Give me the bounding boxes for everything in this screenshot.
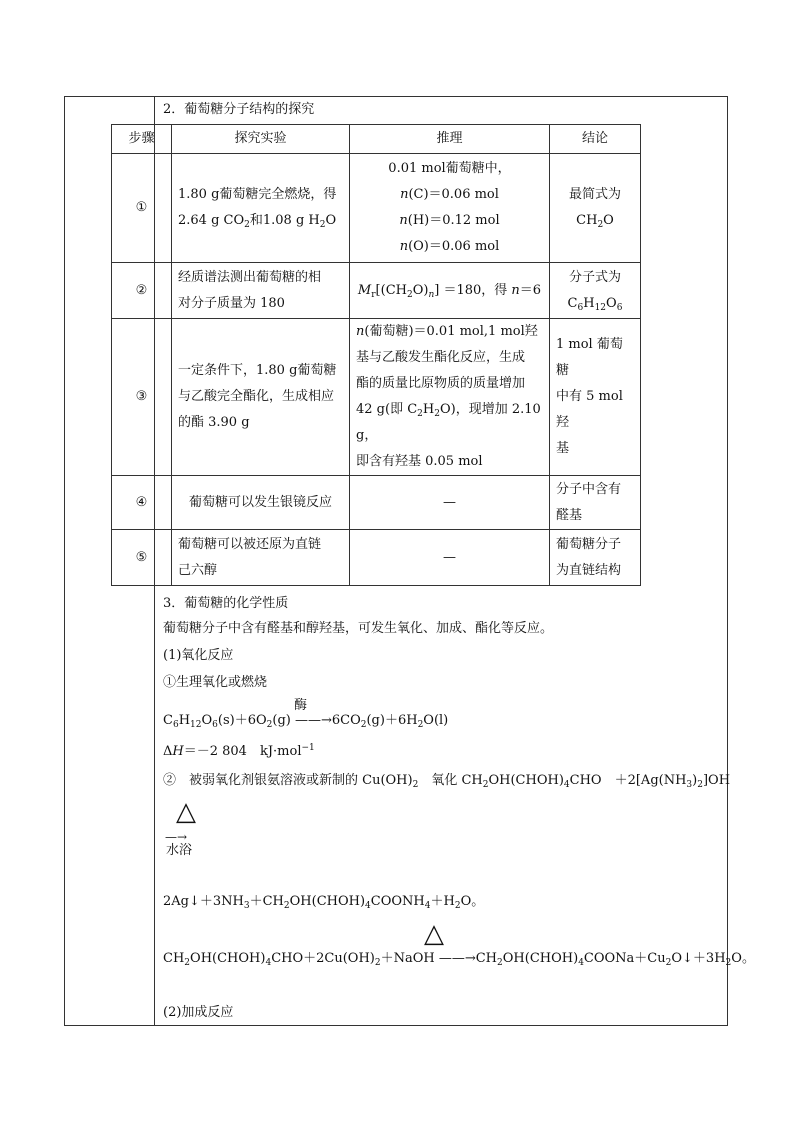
table-row bbox=[112, 530, 641, 586]
row1-inference-line2: n(C)＝0.06 mol bbox=[400, 187, 499, 202]
row4-conclusion: 分子中含有 醛基 bbox=[550, 476, 641, 530]
oxidation-1-title: ①生理氧化或燃烧 bbox=[163, 675, 268, 690]
experiment-table bbox=[111, 124, 641, 586]
heat-triangle-icon: △ bbox=[176, 797, 196, 827]
heat-triangle-icon: △ bbox=[424, 919, 444, 949]
row1-inference-line1: 0.01 mol葡萄糖中， bbox=[388, 161, 511, 176]
row2-inference: $M_r[(CH_2O)_n] =180$，得 n＝6 bbox=[350, 263, 550, 319]
oxidation-2-text: ② 被弱氧化剂银氨溶液或新制的 $Cu(OH)_2$ 氧化 $CH_2OH(CHOH)_4CHO$ $+2[Ag(NH_3)_2]OH$ bbox=[163, 773, 731, 790]
arrow-icon: —→ bbox=[165, 830, 188, 844]
table-row bbox=[112, 154, 641, 263]
silver-mirror-products: $2Ag↓+3NH_3+CH_2OH(CHOH)_4COONH_4+H_2O$。 bbox=[163, 894, 485, 911]
row1-inference bbox=[350, 154, 550, 263]
row2-experiment: 经质谱法测出葡萄糖的相 对分子质量为 180 bbox=[172, 263, 350, 319]
row3-inference: n(葡萄糖)＝0.01 mol,1 mol羟 基与乙酸发生酯化反应，生成 酯的质量比原物质的质量增加 42 g(即 $C_2H_2O$)，现增加 2.10 g， 即含有羟基 0.05 mol bbox=[350, 319, 550, 476]
row4-step: ④ bbox=[112, 476, 172, 530]
header-conclusion: 结论 bbox=[550, 125, 641, 154]
combustion-equation: $C_6H_{12}O_6(s)+6O_2(g)$ $——\to 6CO_2(g)+6H_2O(l)$ bbox=[163, 713, 449, 730]
row1-step: ① bbox=[112, 154, 172, 263]
table-row bbox=[112, 319, 641, 476]
header-step: 步骤 bbox=[112, 125, 172, 154]
row3-step: ③ bbox=[112, 319, 172, 476]
section-3-title: 3．葡萄糖的化学性质 bbox=[163, 596, 289, 611]
row1-inference-line4: n(O)＝0.06 mol bbox=[399, 239, 500, 254]
header-experiment: 探究实验 bbox=[172, 125, 350, 154]
row1-experiment: 1.80 g葡萄糖完全燃烧，得 2.64 g $CO_2$和1.08 g $H_2O$ bbox=[172, 154, 350, 263]
oxidation-title: (1)氧化反应 bbox=[163, 648, 234, 663]
row5-step: ⑤ bbox=[112, 530, 172, 586]
header-inference: 推理 bbox=[350, 125, 550, 154]
row5-conclusion: 葡萄糖分子 为直链结构 bbox=[550, 530, 641, 586]
row4-experiment: 葡萄糖可以发生银镜反应 bbox=[172, 476, 350, 530]
addition-title: (2)加成反应 bbox=[163, 1005, 234, 1020]
enthalpy-line: ΔH＝－2 804 kJ·mol$^{-1}$ bbox=[163, 743, 315, 759]
water-bath-condition: 水浴 bbox=[166, 843, 193, 858]
table-row bbox=[112, 476, 641, 530]
row4-inference: — bbox=[350, 476, 550, 530]
row1-conclusion: 最简式为 $CH_2O$ bbox=[550, 154, 641, 263]
row5-inference: — bbox=[350, 530, 550, 586]
table-header-row bbox=[112, 125, 641, 154]
enzyme-condition: 酶 bbox=[294, 698, 308, 713]
table-row bbox=[112, 263, 641, 319]
row2-conclusion: 分子式为 $C_6H_{12}O_6$ bbox=[550, 263, 641, 319]
row3-experiment: 一定条件下，1.80 g葡萄糖 与乙酸完全酯化，生成相应 的酯 3.90 g bbox=[172, 319, 350, 476]
row1-inference-line3: n(H)＝0.12 mol bbox=[399, 213, 500, 228]
row3-conclusion: 1 mol 葡萄糖 中有 5 mol羟 基 bbox=[550, 319, 641, 476]
section-3-intro: 葡萄糖分子中含有醛基和醇羟基，可发生氧化、加成、酯化等反应。 bbox=[163, 621, 554, 636]
row5-experiment: 葡萄糖可以被还原为直链 己六醇 bbox=[172, 530, 350, 586]
copper-hydroxide-equation: $CH_2OH(CHOH)_4CHO+2Cu(OH)_2+NaOH$ $——\to CH_2OH(CHOH)_4COONa+Cu_2O↓+3H_2O$。 bbox=[163, 951, 755, 968]
row2-step: ② bbox=[112, 263, 172, 319]
section-2-title: 2．葡萄糖分子结构的探究 bbox=[163, 102, 315, 117]
